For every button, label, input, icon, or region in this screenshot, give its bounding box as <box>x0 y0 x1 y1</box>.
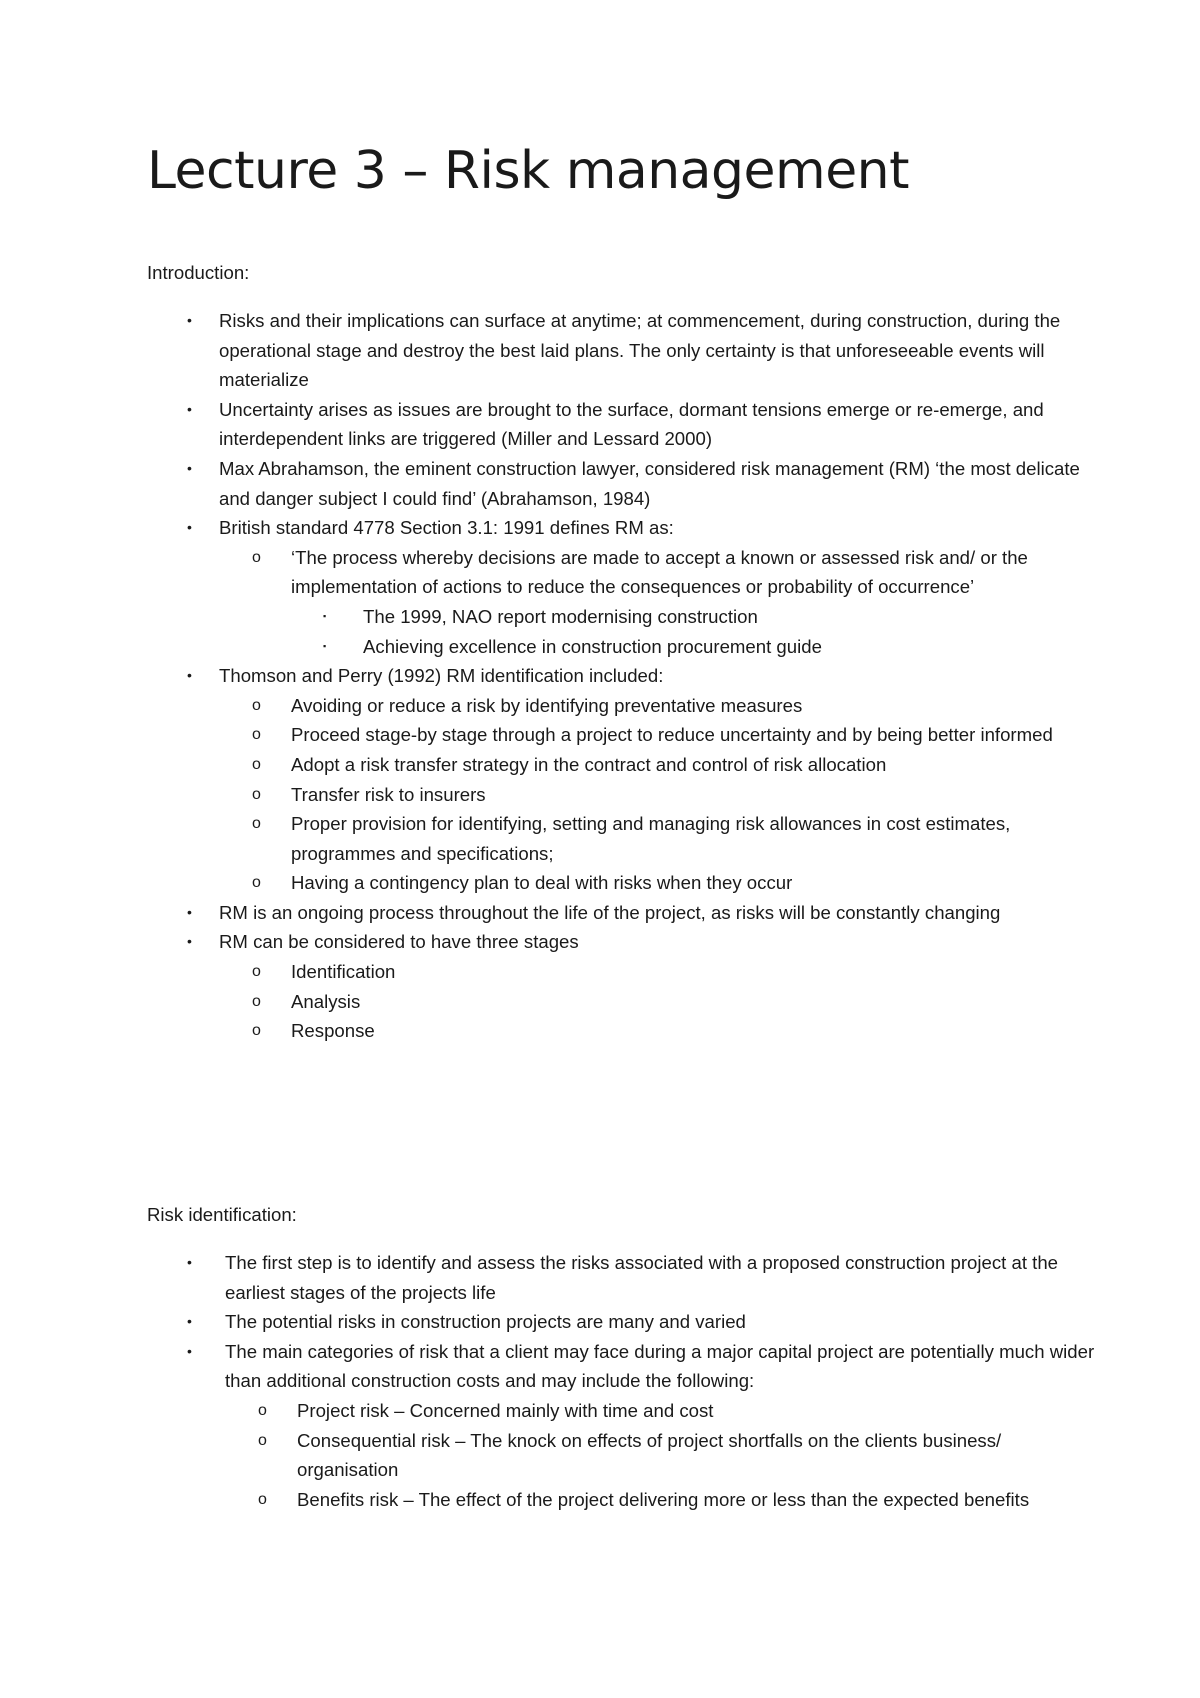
bullet-icon: • <box>187 1342 192 1359</box>
sub-list-item <box>219 750 1107 780</box>
list-item <box>147 927 1107 1045</box>
sub-sub-list-item <box>291 632 1107 662</box>
list-item-text: Benefits risk – The effect of the project delivering more or less than the expected benefits <box>297 1488 1030 1510</box>
circle-bullet-icon: o <box>252 755 261 773</box>
circle-bullet-icon: o <box>252 963 261 981</box>
sub-list-item <box>219 1016 1107 1046</box>
sub-list <box>225 1396 1107 1514</box>
sub-list-item <box>225 1396 1107 1426</box>
intro-list <box>147 306 1107 1046</box>
risk-identification-list <box>147 1248 1107 1514</box>
list-item <box>147 1248 1107 1307</box>
list-item-text: Identification <box>291 961 396 983</box>
sub-sub-list <box>291 602 1107 661</box>
circle-bullet-icon: o <box>252 815 261 833</box>
bullet-icon: • <box>187 312 192 328</box>
sub-list-item <box>219 987 1107 1017</box>
bullet-icon: • <box>187 519 192 536</box>
list-item-text: RM can be considered to have three stages <box>219 931 579 953</box>
introduction-section <box>147 258 1107 1046</box>
sub-list-item <box>219 957 1107 987</box>
list-item-text: The main categories of risk that a client may face during a major capital project are potentially much wider than additional construction costs and may include the following: <box>225 1340 1095 1392</box>
circle-bullet-icon: o <box>252 1022 261 1040</box>
circle-bullet-icon: o <box>252 992 261 1010</box>
list-item-text: Achieving excellence in construction procurement guide <box>363 635 822 657</box>
list-item-text: Risks and their implications can surface at anytime; at commencement, during construction, during the operational stage and destroy the best laid plans. The only certainty is that unforeseeable events will materialize <box>219 310 1061 391</box>
bullet-icon: • <box>187 400 192 417</box>
list-item-text: The first step is to identify and assess the risks associated with a proposed construction project at the earliest stages of the projects life <box>225 1252 1059 1303</box>
bullet-icon: • <box>187 1313 192 1330</box>
sub-list-item <box>219 780 1107 810</box>
bullet-icon: • <box>187 459 192 476</box>
square-bullet-icon: ▪ <box>323 610 327 621</box>
list-item <box>147 1307 1107 1337</box>
sub-list-item <box>225 1485 1107 1515</box>
list-item-text: The potential risks in construction projects are many and varied <box>225 1311 746 1333</box>
list-item-text: Adopt a risk transfer strategy in the contract and control of risk allocation <box>291 753 887 775</box>
list-item <box>147 661 1107 898</box>
page-title: Lecture 3 – Risk management <box>147 141 910 201</box>
list-item-text: Proceed stage-by stage through a project to reduce uncertainty and by being better informed <box>291 724 1053 746</box>
list-item-text: Transfer risk to insurers <box>291 783 486 805</box>
risk-identification-section <box>147 1200 1107 1514</box>
list-item <box>147 898 1107 928</box>
circle-bullet-icon: o <box>258 1401 267 1419</box>
section-heading: Risk identification: <box>147 1204 297 1225</box>
list-item <box>147 395 1107 454</box>
list-item-text: RM is an ongoing process throughout the life of the project, as risks will be constantly changing <box>219 901 1001 923</box>
bullet-icon: • <box>187 667 192 684</box>
list-item-text: Response <box>291 1020 375 1042</box>
bullet-icon: • <box>187 903 192 920</box>
sub-list-item <box>225 1426 1107 1485</box>
list-item-text: Max Abrahamson, the eminent construction lawyer, considered risk management (RM) ‘the most delicate and danger subject I could find’ (Abrahamson, 1984) <box>219 457 1080 509</box>
sub-list-item <box>219 720 1107 750</box>
sub-list <box>219 957 1107 1046</box>
list-item-text: Project risk – Concerned mainly with time and cost <box>297 1399 714 1421</box>
list-item-text: Thomson and Perry (1992) RM identification included: <box>219 665 664 687</box>
list-item-text: Uncertainty arises as issues are brought to the surface, dormant tensions emerge or re-emerge, and interdependent links are triggered (Miller and Lessard 2000) <box>219 398 1044 450</box>
list-item-text: Proper provision for identifying, setting and managing risk allowances in cost estimates, programmes and specifications; <box>291 813 1011 864</box>
section-heading: Introduction: <box>147 262 250 283</box>
list-item-text: British standard 4778 Section 3.1: 1991 defines RM as: <box>219 517 674 539</box>
list-item-text: Analysis <box>291 990 361 1012</box>
circle-bullet-icon: o <box>252 548 261 566</box>
sub-list <box>219 691 1107 898</box>
circle-bullet-icon: o <box>252 785 261 803</box>
circle-bullet-icon: o <box>252 726 261 744</box>
list-item-text: Avoiding or reduce a risk by identifying preventative measures <box>291 694 803 716</box>
sub-list-item <box>219 543 1107 661</box>
bullet-icon: • <box>187 933 192 950</box>
list-item-text: Having a contingency plan to deal with risks when they occur <box>291 872 793 894</box>
list-item-text: Consequential risk – The knock on effects of project shortfalls on the clients business/ organisation <box>297 1429 1002 1481</box>
list-item-text: The 1999, NAO report modernising construction <box>363 605 758 627</box>
list-item-text: ‘The process whereby decisions are made to accept a known or assessed risk and/ or the implementation of actions to reduce the consequences or probability of occurrence’ <box>291 546 1028 598</box>
square-bullet-icon: ▪ <box>323 640 327 651</box>
sub-list-item <box>219 809 1107 868</box>
circle-bullet-icon: o <box>252 696 261 714</box>
sub-list-item <box>219 868 1107 898</box>
circle-bullet-icon: o <box>258 1431 267 1449</box>
bullet-icon: • <box>187 1254 192 1270</box>
sub-list <box>219 543 1107 661</box>
circle-bullet-icon: o <box>252 874 261 892</box>
list-item <box>147 306 1107 395</box>
list-item <box>147 1337 1107 1515</box>
list-item <box>147 454 1107 513</box>
sub-sub-list-item <box>291 602 1107 632</box>
sub-list-item <box>219 691 1107 721</box>
circle-bullet-icon: o <box>258 1490 267 1508</box>
list-item <box>147 513 1107 661</box>
